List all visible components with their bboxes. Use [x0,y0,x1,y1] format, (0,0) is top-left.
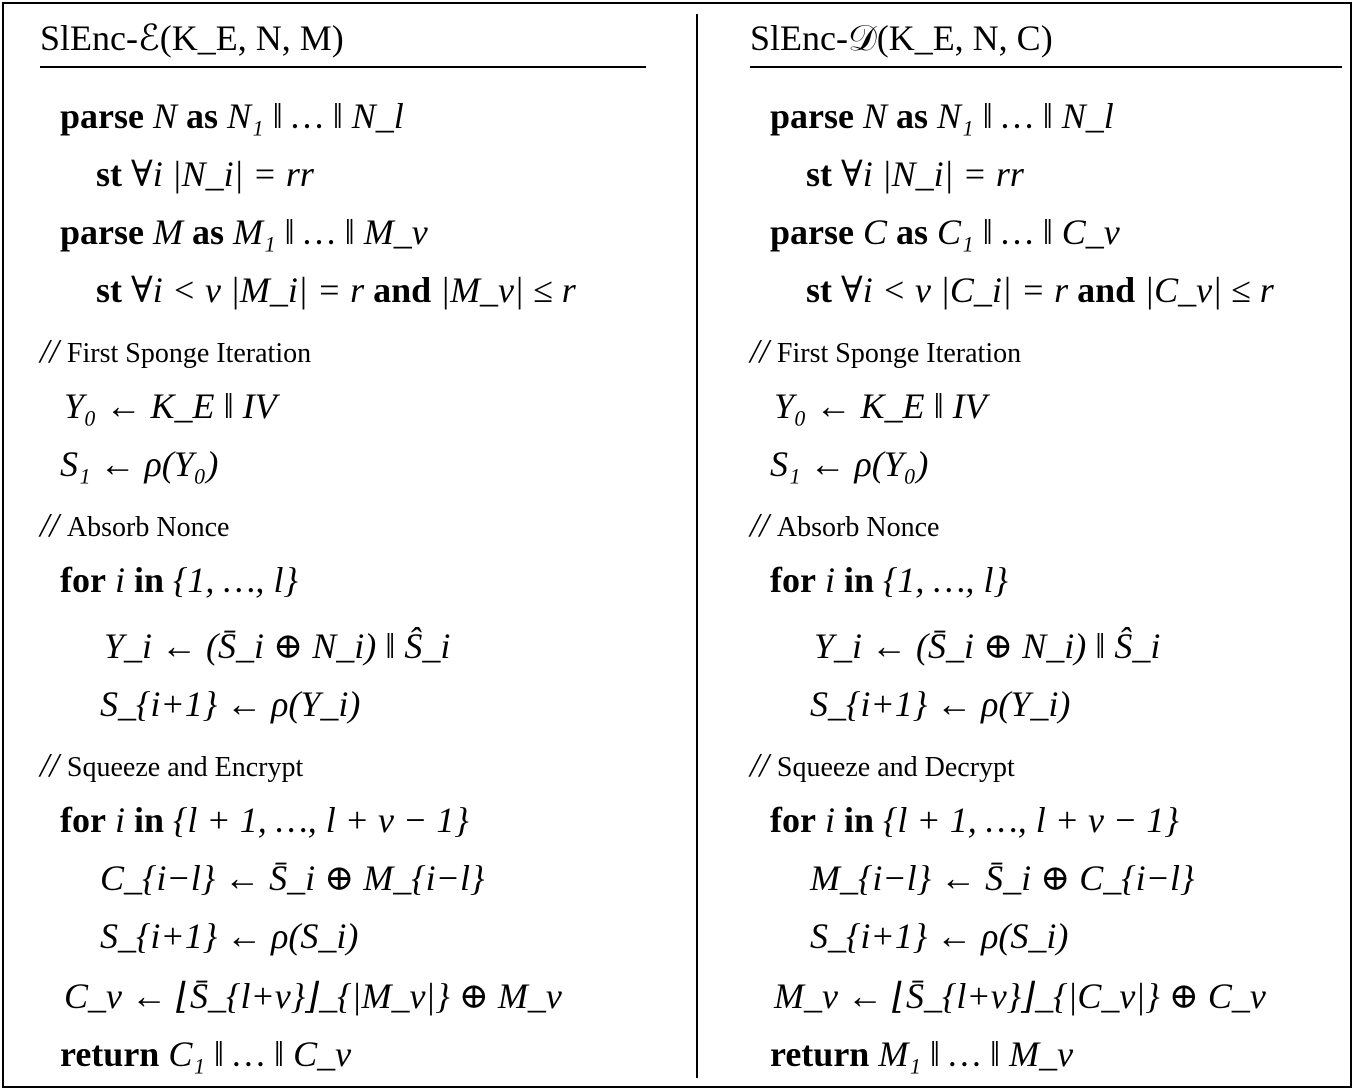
decrypt-title: SlEnc-𝒟(K_E, N, C) [750,18,1053,58]
encrypt-code-line: S_{i+1} ← ρ(S_i) [100,916,359,956]
encrypt-comment [40,504,229,550]
encrypt-code-line: Y₀ ← K_E ‖ IV [64,386,277,426]
encrypt-code-line: S₁ ← ρ(Y₀) [60,444,219,484]
comment-text: First Sponge Iteration [776,338,1022,369]
encrypt-code-line: Y_i ← (S̄_i ⊕ N_i) ‖ Ŝ_i [104,626,451,666]
decrypt-code-line: S₁ ← ρ(Y₀) [770,444,929,484]
decrypt-code-line: for i in {l + 1, …, l + v − 1} [770,800,1179,840]
comment-slashes-icon: // [40,333,59,370]
decrypt-code-line: S_{i+1} ← ρ(S_i) [810,916,1069,956]
decrypt-code-line: parse C as C₁ ‖ … ‖ C_v [770,212,1120,252]
comment-slashes-icon: // [40,507,59,544]
encrypt-code-line: return C₁ ‖ … ‖ C_v [60,1034,352,1074]
decrypt-code-line: M_v ← ⌊S̄_{l+v}⌋_{|C_v|} ⊕ C_v [774,976,1266,1016]
encrypt-title: SlEnc-ℰ(K_E, N, M) [40,18,344,58]
comment-text: Squeeze and Encrypt [66,752,304,783]
comment-text: Squeeze and Decrypt [776,752,1015,783]
decrypt-code-line: for i in {1, …, l} [770,560,1008,600]
comment-text: First Sponge Iteration [66,338,312,369]
comment-text: Absorb Nonce [66,512,230,543]
decrypt-code-line: parse N as N₁ ‖ … ‖ N_l [770,96,1114,136]
decrypt-code-line: S_{i+1} ← ρ(Y_i) [810,684,1071,724]
encrypt-code-line: parse N as N₁ ‖ … ‖ N_l [60,96,404,136]
comment-slashes-icon: // [750,747,769,784]
comment-slashes-icon: // [750,333,769,370]
decrypt-code-line: st ∀i < v |C_i| = r and |C_v| ≤ r [806,270,1274,310]
encrypt-code-line: C_v ← ⌊S̄_{l+v}⌋_{|M_v|} ⊕ M_v [64,976,562,1016]
comment-slashes-icon: // [40,747,59,784]
encrypt-code-line: parse M as M₁ ‖ … ‖ M_v [60,212,428,252]
column-divider [696,14,698,1078]
decrypt-code-line: return M₁ ‖ … ‖ M_v [770,1034,1074,1074]
encrypt-code-line: st ∀i < v |M_i| = r and |M_v| ≤ r [96,270,576,310]
encrypt-code-line: S_{i+1} ← ρ(Y_i) [100,684,361,724]
encrypt-code-line: C_{i−l} ← S̄_i ⊕ M_{i−l} [100,858,485,898]
comment-slashes-icon: // [750,507,769,544]
encrypt-code-line: st ∀i |N_i| = rr [96,154,314,194]
decrypt-code-line: st ∀i |N_i| = rr [806,154,1024,194]
decrypt-comment [750,504,939,550]
decrypt-code-line: Y₀ ← K_E ‖ IV [774,386,987,426]
encrypt-code-line: for i in {l + 1, …, l + v − 1} [60,800,469,840]
encrypt-title-rule [40,66,646,68]
decrypt-code-line: M_{i−l} ← S̄_i ⊕ C_{i−l} [810,858,1195,898]
decrypt-comment [750,330,1021,376]
decrypt-title-rule [750,66,1342,68]
encrypt-comment [40,330,311,376]
encrypt-code-line: for i in {1, …, l} [60,560,298,600]
decrypt-panel [710,0,1356,1092]
comment-text: Absorb Nonce [776,512,940,543]
decrypt-comment [750,744,1015,790]
decrypt-code-line: Y_i ← (S̄_i ⊕ N_i) ‖ Ŝ_i [814,626,1161,666]
encrypt-comment [40,744,303,790]
